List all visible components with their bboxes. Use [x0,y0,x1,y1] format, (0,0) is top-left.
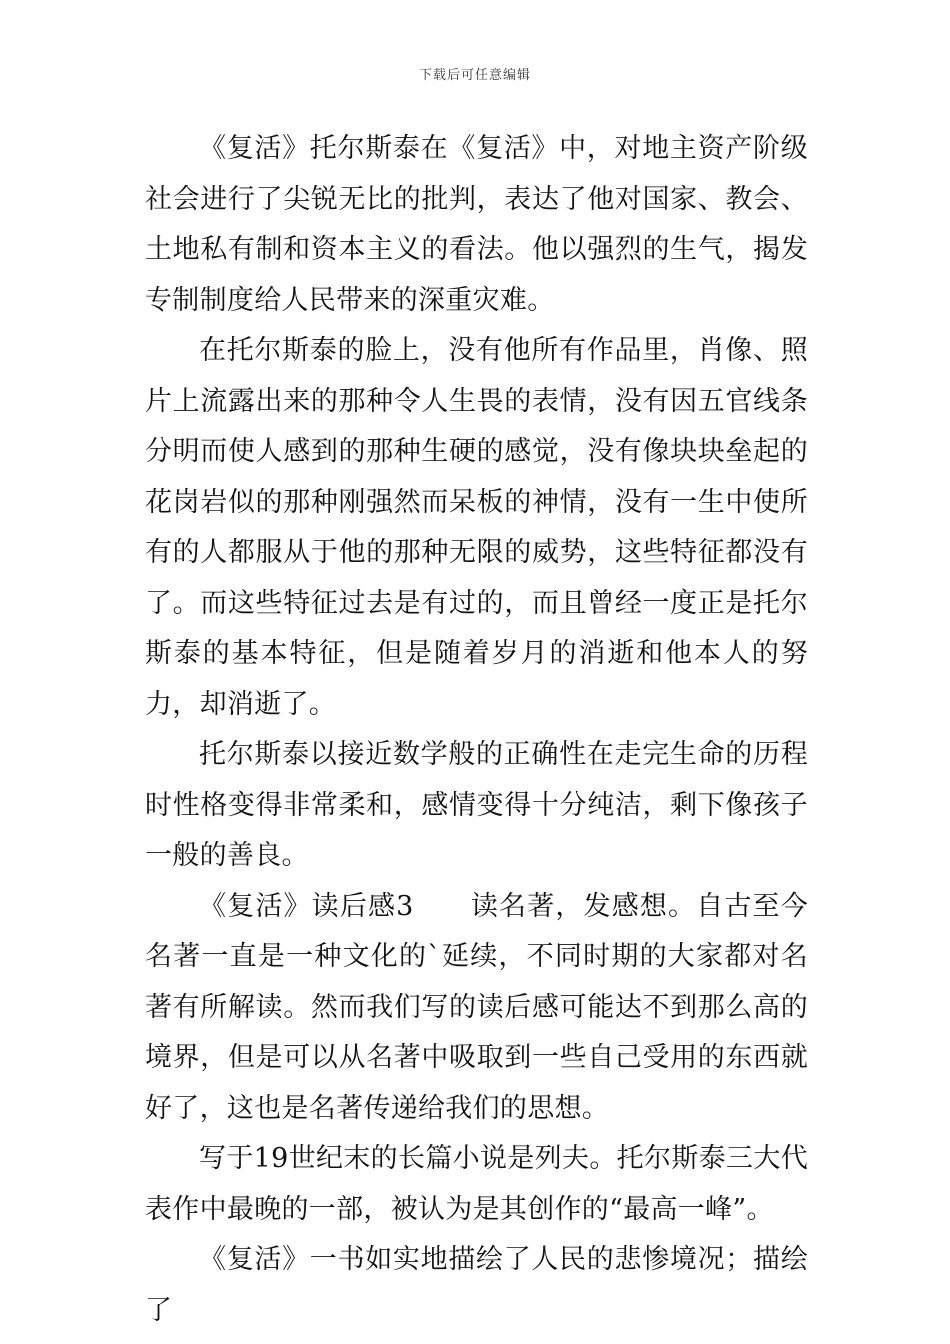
paragraph-1: 《复活》托尔斯泰在《复活》中，对地主资产阶级社会进行了尖锐无比的批判，表达了他对国家、教会、土地私有制和资本主义的看法。他以强烈的生气，揭发专制制度给人民带来的深重灾难。 [145,133,808,316]
paragraph-3: 托尔斯泰以接近数学般的正确性在走完生命的历程时性格变得非常柔和，感情变得十分纯洁，剩下像孩子一般的善良。 [145,739,808,871]
document-body [145,124,808,1336]
page-header: 下载后可任意编辑 [418,68,531,83]
paragraph-2: 在托尔斯泰的脸上，没有他所有作品里，肖像、照片上流露出来的那种令人生畏的表情，没有因五官线条分明而使人感到的那种生硬的感觉，没有像块块垒起的花岗岩似的那种刚强然而呆板的神情，没有一生中使所有的人都服从于他的那种无限的威势，这些特征都没有了。而这些特征过去是有过的，而且曾经一度正是托尔斯泰的基本特征，但是随着岁月的消逝和他本人的努力，却消逝了。 [145,335,808,720]
paragraph-6: 《复活》一书如实地描绘了人民的悲惨境况；描绘了 [145,1244,808,1326]
paragraph-4: 《复活》读后感3 读名著，发感想。自古至今名著一直是一种文化的`延续，不同时期的大家都对名著有所解读。然而我们写的读后感可能达不到那么高的境界，但是可以从名著中吸取到一些自己受用的东西就好了，这也是名著传递给我们的思想。 [145,890,808,1124]
paragraph-5: 写于19世纪末的长篇小说是列夫。托尔斯泰三大代表作中最晚的一部，被认为是其创作的“最高一峰”。 [145,1143,808,1225]
